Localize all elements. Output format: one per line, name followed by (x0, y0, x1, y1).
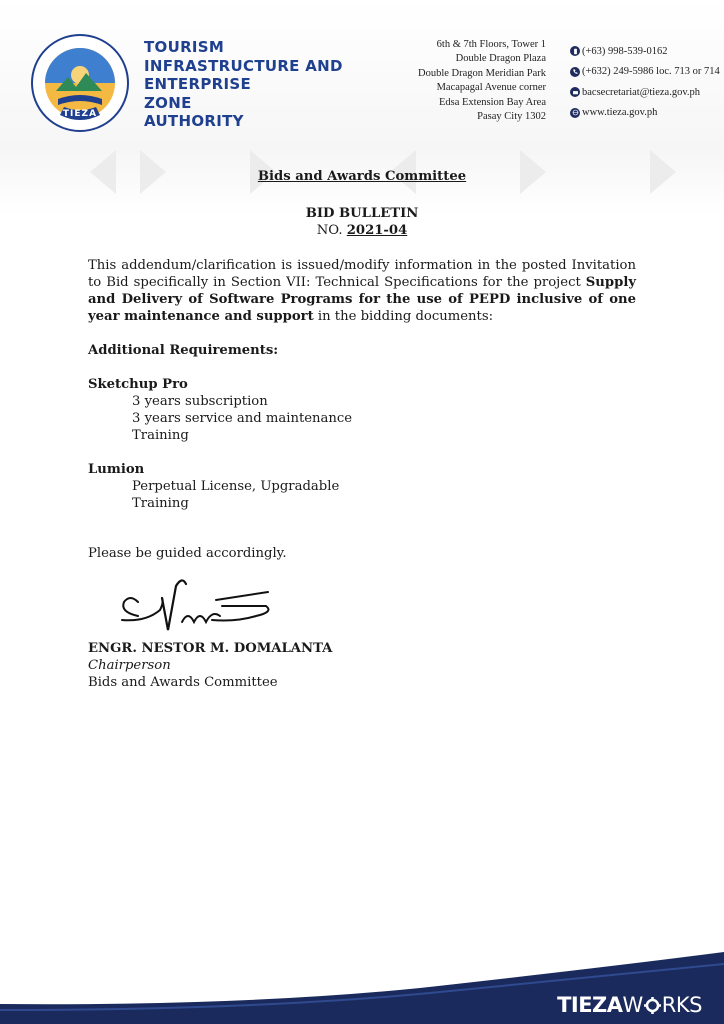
requirement-item: 3 years service and maintenance (132, 411, 353, 426)
chevron-right-decoration (650, 150, 676, 194)
address-line: 6th & 7th Floors, Tower 1 (436, 39, 546, 50)
contact-text[interactable]: www.tieza.gov.ph (582, 107, 658, 119)
agency-name-line: TOURISM (144, 38, 225, 56)
contact-text: (+63) 998-539-0162 (582, 45, 668, 57)
contact-list (570, 41, 720, 123)
closing-line: Please be guided accordingly. (88, 546, 287, 561)
intro-text-end: in the bidding documents: (313, 309, 494, 324)
bid-bulletin-document (88, 168, 636, 562)
agency-name-line: INFRASTRUCTURE AND (144, 56, 343, 75)
globe-icon (570, 108, 580, 118)
mobile-icon (570, 46, 580, 56)
bulletin-number-prefix: NO. (316, 223, 347, 238)
signatory-title: Chairperson (88, 658, 171, 673)
email-icon (570, 87, 580, 97)
requirement-item: Training (132, 428, 189, 443)
product-name: Lumion (88, 462, 145, 477)
contact-mobile (570, 41, 720, 62)
handwritten-signature (116, 572, 276, 640)
address-line: Double Dragon Meridian Park (417, 67, 546, 79)
logo-tieza-text: TIEZA (62, 109, 98, 119)
tieza-works-brand (557, 993, 702, 1017)
bulletin-number-value: 2021-04 (346, 223, 408, 238)
requirement-item: Perpetual License, Upgradable (132, 479, 340, 494)
contact-text[interactable]: bacsecretariat@tieza.gov.ph (582, 86, 701, 98)
committee-heading: Bids and Awards Committee (257, 169, 467, 184)
product-name: Sketchup Pro (88, 377, 188, 392)
bulletin-title: BID BULLETIN (305, 206, 419, 221)
signatory-name: ENGR. NESTOR M. DOMALANTA (88, 641, 333, 656)
brand-bold-text: TIEZA (557, 993, 623, 1017)
signatory-organization: Bids and Awards Committee (88, 675, 278, 690)
agency-name-line: ZONE (144, 93, 192, 112)
phone-icon (570, 67, 580, 77)
project-title: Supply and Delivery of Software Programs for the use of PEPD inclusive of one year maintenance and support (88, 275, 636, 324)
contact-email (570, 82, 720, 103)
address-line: Macapagal Avenue corner (436, 82, 546, 94)
gear-icon (643, 997, 662, 1014)
contact-website (570, 103, 720, 124)
office-address (418, 38, 546, 124)
agency-name (144, 38, 343, 131)
requirement-item: 3 years subscription (132, 394, 268, 409)
contact-phone (570, 62, 720, 83)
brand-regular-text: W (622, 993, 643, 1017)
intro-paragraph (88, 257, 636, 325)
address-line: Pasay City 1302 (477, 111, 546, 123)
requirement-item: Training (132, 496, 189, 511)
bulletin-number (88, 222, 636, 239)
tieza-seal-logo (30, 33, 130, 133)
intro-text: This addendum/clarification is issued/modify information in the posted Invitation to Bid specifically in Section VII: Technical Specifications for the project (88, 258, 636, 290)
contact-text: (+632) 249-5986 loc. 713 or 714 (582, 66, 720, 78)
address-line: Edsa Extension Bay Area (438, 96, 546, 108)
address-line: Double Dragon Plaza (455, 53, 546, 65)
agency-name-line: AUTHORITY (144, 112, 244, 130)
additional-requirements-heading: Additional Requirements: (88, 343, 279, 358)
agency-name-line: ENTERPRISE (144, 75, 252, 93)
signatory-block (88, 640, 332, 691)
brand-tail-text: RKS (661, 993, 702, 1017)
